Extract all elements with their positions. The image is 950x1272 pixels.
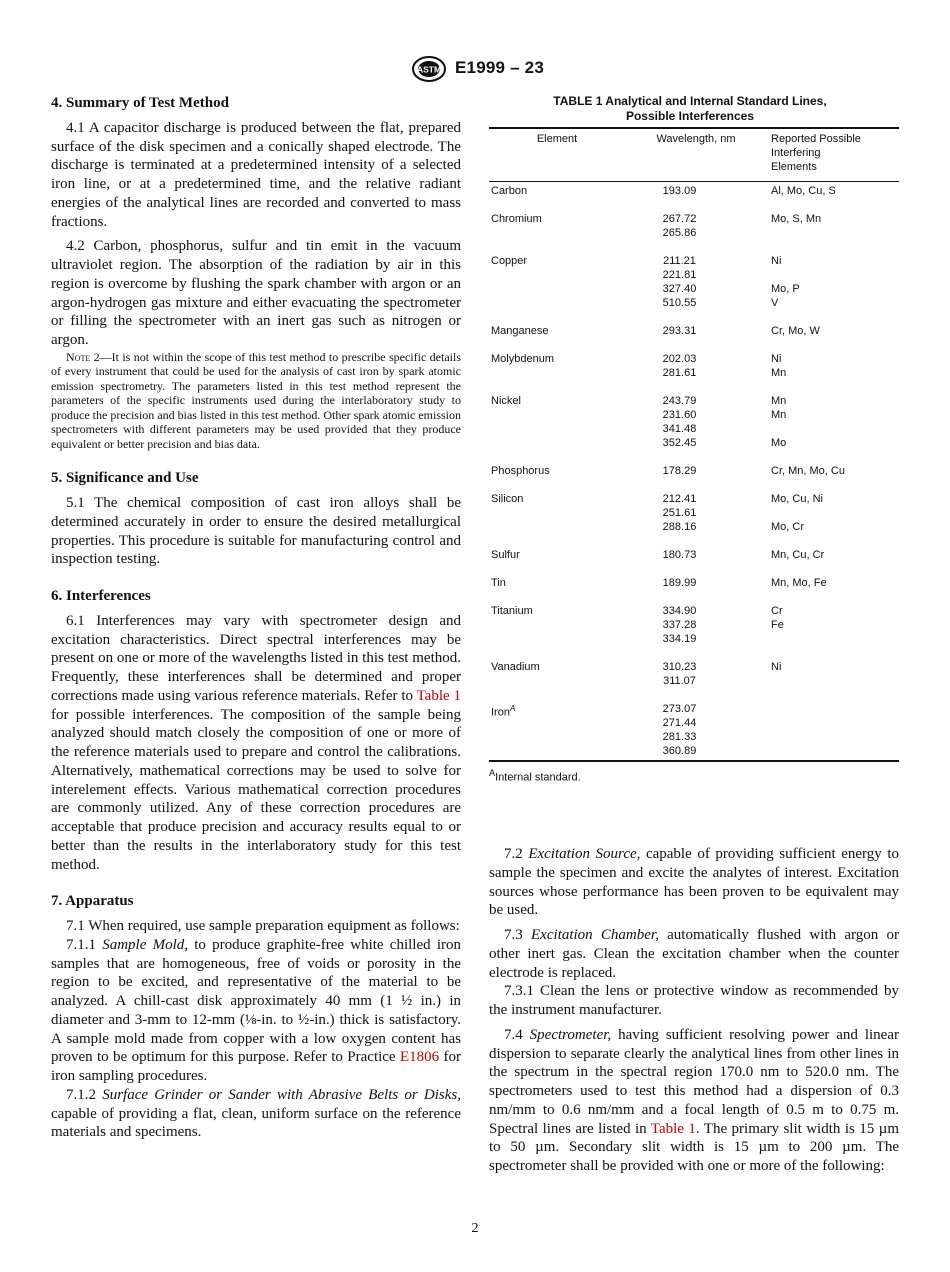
interference-value [771, 632, 899, 646]
wavelength-value: 281.33 [662, 731, 697, 743]
column-header-interferences [767, 128, 899, 182]
paragraph-7-2-text: capable of providing sufficient energy to sample the specimen and excite the analytes of interest. Excitation sources whose performance has been proven to be equivalent may be used. [489, 846, 899, 919]
cell-wavelengths [625, 252, 767, 322]
cell-element [489, 322, 625, 350]
cell-interferences [767, 322, 899, 350]
cell-wavelengths [625, 700, 767, 761]
cell-wavelengths [625, 462, 767, 490]
section-4 [51, 94, 461, 451]
wavelength-value: 251.61 [662, 507, 697, 519]
interference-value: Mo [771, 437, 787, 449]
cell-interferences [767, 210, 899, 252]
table-body [489, 182, 899, 762]
wavelength-value: 265.86 [662, 227, 697, 239]
wavelength-value: 360.89 [662, 745, 697, 757]
interference-value [771, 702, 899, 716]
note-2-text: —It is not within the scope of this test method to prescribe specific details of every instrument that could be used for the analysis of cast iron by spark atomic emission spectrometry. The parameters listed in this test method represent the parameters of the specific instruments used during the interlaboratory study to produce the precision and bias listed in this test method. Other spark atomic emission spectrometers with different parameters may be used provided that they produce equivalent or better precision and bias data. [51, 349, 462, 451]
paragraph-7-1-2-number: 7.1.2 [66, 1086, 103, 1103]
page-header [0, 56, 950, 84]
table-title-line-2: Possible Interferences [625, 108, 755, 123]
table-row [489, 210, 899, 252]
table-row [489, 350, 899, 392]
wavelength-value: 510.55 [662, 297, 697, 309]
cell-element [489, 658, 625, 700]
paragraph-6-1-text-b: for possible interferences. The composition of the sample being analyzed should match closely the composition of one or more of the reference materials used to prepare and control the calibrations. Alternatively, mathematical corrections may be used to solve for interelement effects. Various mathematical correction procedures are commonly utilized. Any of these correction procedures are acceptable that produce precision and accuracy results equal to or better than the results in the interlaboratory study for this test method. [51, 706, 461, 873]
cell-interferences [767, 602, 899, 658]
cell-interferences [767, 490, 899, 546]
element-name: Manganese [491, 325, 549, 337]
wavelength-value: 267.72 [662, 213, 697, 225]
paragraph-7-2-number: 7.2 [504, 846, 529, 862]
wavelength-value: 334.19 [662, 633, 697, 645]
interference-value [771, 422, 899, 436]
interference-value: Fe [771, 619, 784, 631]
e1806-link[interactable]: E1806 [399, 1049, 440, 1066]
paragraph-4-2: 4.2 Carbon, phosphorus, sulfur and tin emit in the vacuum ultraviolet region. The absorption of the radiation by air in this region is overcome by flushing the spark chamber with argon or an argon-hydrogen gas mixture and either evacuating the spectrometer or filling the spectrometer with an inert gas such as nitrogen or argon. [51, 238, 461, 348]
cell-wavelengths [625, 546, 767, 574]
interference-value: Mo, Cr [771, 521, 804, 533]
paragraph-5-1: 5.1 The chemical composition of cast iron alloys shall be determined accurately in order to ensure the desired metallurgical properties. This procedure is suitable for manufacturing control and inspection testing. [51, 495, 461, 568]
section-6-title: 6. Interferences [51, 588, 151, 604]
paragraph-7-4 [489, 1026, 899, 1176]
cell-interferences [767, 658, 899, 700]
interference-value: Mn [771, 395, 787, 407]
cell-wavelengths [625, 574, 767, 602]
excitation-source-term: Excitation Source, [528, 846, 641, 862]
paragraph-7-3 [489, 926, 899, 982]
interference-value: V [771, 297, 779, 309]
table-footnote [489, 768, 899, 784]
interference-value [771, 730, 899, 744]
interference-value: Cr, Mn, Mo, Cu [771, 465, 845, 477]
astm-logo-icon [410, 56, 448, 82]
interference-value [771, 506, 899, 520]
interference-value: Ni [771, 255, 782, 267]
element-name: Sulfur [491, 549, 520, 561]
table-1-link-2[interactable]: Table 1 [650, 1120, 696, 1137]
paragraph-7-2 [489, 845, 899, 920]
table-row [489, 574, 899, 602]
cell-wavelengths [625, 182, 767, 211]
wavelength-value: 352.45 [662, 437, 697, 449]
element-name: Vanadium [491, 661, 540, 673]
interference-value [771, 268, 899, 282]
table-row [489, 252, 899, 322]
page-number: 2 [471, 1221, 479, 1236]
cell-element [489, 462, 625, 490]
section-5 [51, 469, 461, 569]
cell-interferences [767, 392, 899, 462]
interference-value [771, 226, 899, 240]
excitation-chamber-term: Excitation Chamber, [531, 927, 659, 943]
paragraph-7-4-text-b: . The primary slit width is 15 µm to 50 µm. Secondary slit width is 15 µm to 200 µm. The spectrometer shall be provided with one or more of the following: [489, 1120, 899, 1174]
paragraph-7-4-number: 7.4 [504, 1026, 530, 1043]
left-column [51, 94, 461, 1142]
column-header-wavelength: Wavelength, nm [625, 128, 767, 182]
element-name: Chromium [491, 213, 542, 225]
cell-element [489, 182, 625, 211]
table-1-title [489, 94, 891, 123]
paragraph-7-1-2 [51, 1086, 461, 1142]
section-7-title: 7. Apparatus [51, 893, 134, 910]
section-6 [51, 587, 461, 874]
paragraph-7-1-1-number: 7.1.1 [66, 936, 103, 953]
cell-element [489, 574, 625, 602]
wavelength-value: 341.48 [662, 423, 697, 435]
table-row [489, 182, 899, 211]
interference-value: Mo, P [771, 283, 800, 295]
element-name: Copper [491, 255, 528, 267]
paragraph-7-1-1-text-a: to produce graphite-free white chilled iron samples that are homogeneous, free of voids or porosity in the region to be excited, and representative of the material to be analyzed. A chill-cast disk approximately 40 mm (1 ½ in.) in diameter and 3-mm to 12-mm (⅛-in. to ½-in.) thick is satisfactory. A sample mold made from copper with a low oxygen content has proven to be optimum for this purpose. Refer to Practice [51, 936, 461, 1066]
right-column [489, 845, 899, 1176]
element-name: Tin [491, 577, 506, 589]
cell-interferences [767, 350, 899, 392]
cell-element [489, 210, 625, 252]
interference-value [771, 744, 899, 758]
table-row [489, 462, 899, 490]
interference-value: Mn, Mo, Fe [771, 577, 827, 589]
element-name: Phosphorus [491, 465, 550, 477]
interference-table [489, 127, 899, 762]
wavelength-value: 189.99 [662, 577, 697, 589]
interference-value: Mn, Cu, Cr [771, 549, 825, 561]
paragraph-7-3-text: automatically flushed with argon or other inert gas. Clean the excitation chamber when the counter electrode is replaced. [489, 927, 900, 981]
paragraph-7-3-1: 7.3.1 Clean the lens or protective window as recommended by the instrument manufacturer. [489, 983, 899, 1018]
table-title-line-1: TABLE 1 Analytical and Internal Standard Lines, [553, 94, 827, 108]
element-name: Silicon [491, 493, 524, 505]
interference-value: Cr, Mo, W [771, 325, 820, 337]
column-header-element: Element [489, 128, 625, 182]
spectrometer-term: Spectrometer, [529, 1026, 612, 1043]
wavelength-value: 327.40 [662, 283, 697, 295]
cell-element [489, 350, 625, 392]
paragraph-4-1: 4.1 A capacitor discharge is produced between the flat, prepared surface of the disk specimen and a conically shaped electrode. The discharge is terminated at a predetermined intensity of a selected iron line, or at a predetermined time, and the relative radiant energies of the analytical lines are recorded and converted to mass fractions. [51, 119, 461, 230]
paragraph-7-3-number: 7.3 [504, 927, 532, 943]
table-row [489, 490, 899, 546]
wavelength-value: 334.90 [662, 605, 697, 617]
table-header-row [489, 128, 899, 182]
cell-wavelengths [625, 602, 767, 658]
footnote-marker: A [489, 768, 496, 778]
footnote-ref-marker: A [509, 704, 516, 713]
table-row [489, 658, 899, 700]
cell-interferences [767, 574, 899, 602]
column-header-interferences-line-1: Reported Possible [771, 133, 861, 145]
paragraph-7-1-2-text: capable of providing a flat, clean, uniform surface on the reference materials and specimens. [51, 1105, 461, 1141]
cell-interferences [767, 182, 899, 211]
wavelength-value: 243.79 [662, 395, 697, 407]
cell-wavelengths [625, 490, 767, 546]
wavelength-value: 337.28 [662, 619, 697, 631]
wavelength-value: 293.31 [662, 325, 697, 337]
wavelength-value: 281.61 [662, 367, 697, 379]
wavelength-value: 202.03 [662, 353, 697, 365]
section-4-title: 4. Summary of Test Method [51, 95, 229, 111]
element-name: Carbon [491, 185, 528, 197]
table-1-link[interactable]: Table 1 [416, 687, 461, 704]
document-id: E1999 – 23 [455, 58, 544, 77]
sample-mold-term: Sample Mold, [102, 936, 188, 953]
paragraph-7-1-1-text-b: for iron sampling procedures. [51, 1049, 461, 1084]
table-row [489, 392, 899, 462]
surface-grinder-term: Surface Grinder or Sander with Abrasive Belts or Disks, [102, 1086, 462, 1103]
wavelength-value: 310.23 [662, 661, 697, 673]
cell-element [489, 546, 625, 574]
interference-value: Mn [771, 367, 787, 379]
cell-element [489, 602, 625, 658]
interference-value: Cr [771, 605, 783, 617]
cell-wavelengths [625, 658, 767, 700]
wavelength-value: 211.21 [663, 255, 696, 267]
section-5-title: 5. Significance and Use [51, 470, 199, 487]
cell-wavelengths [625, 392, 767, 462]
logo-text: ASTM [416, 64, 442, 75]
wavelength-value: 311.07 [663, 675, 696, 687]
interference-value: Al, Mo, Cu, S [771, 185, 836, 197]
column-header-interferences-line-3: Elements [771, 161, 817, 173]
section-7 [51, 892, 461, 1142]
interference-value: Ni [771, 353, 782, 365]
cell-interferences [767, 700, 899, 761]
column-header-interferences-line-2: Interfering [771, 147, 821, 159]
interference-value: Mo, S, Mn [771, 213, 822, 225]
table-row [489, 700, 899, 761]
cell-interferences [767, 252, 899, 322]
cell-wavelengths [625, 322, 767, 350]
interference-value: Mn [771, 409, 787, 421]
wavelength-value: 178.29 [662, 465, 697, 477]
cell-interferences [767, 546, 899, 574]
cell-wavelengths [625, 210, 767, 252]
paragraph-7-4-text-a: having sufficient resolving power and linear dispersion to separate clearly the analytical lines from other lines in the spectrum in the spectral region 170.0 nm to 520.0 nm. The spectrometers used to test this method had a dispersion of 0.3 nm/mm to 0.6 nm/mm and a focal length of 0.5 m to 0.75 m. Spectral lines are listed in [489, 1026, 899, 1137]
interference-value [771, 716, 899, 730]
wavelength-value: 288.16 [662, 521, 697, 533]
cell-element [489, 700, 625, 761]
note-2 [51, 350, 461, 452]
table-row [489, 602, 899, 658]
table-1 [489, 94, 899, 784]
element-name: Titanium [491, 605, 533, 617]
paragraph-7-1-1 [51, 936, 461, 1086]
element-name: Nickel [491, 395, 521, 407]
element-name: Iron [491, 706, 510, 719]
paragraph-6-1-text-a: 6.1 Interferences may vary with spectrometer design and excitation characteristics. Direct spectral interferences may be present on one or more of the wavelengths listed in this test method. Frequently, these interferences shall be determined and proper corrections made using various reference materials. Refer to [51, 612, 461, 704]
element-name: Molybdenum [491, 353, 554, 365]
wavelength-value: 193.09 [662, 185, 697, 197]
interference-value [771, 674, 899, 688]
wavelength-value: 273.07 [662, 703, 697, 715]
table-row [489, 546, 899, 574]
paragraph-6-1 [51, 612, 461, 875]
cell-element [489, 490, 625, 546]
table-row [489, 322, 899, 350]
cell-element [489, 252, 625, 322]
wavelength-value: 221.81 [662, 269, 697, 281]
wavelength-value: 231.60 [662, 409, 697, 421]
cell-wavelengths [625, 350, 767, 392]
footnote-text: Internal standard. [495, 771, 581, 784]
note-2-label: Note 2 [66, 349, 100, 364]
interference-value: Mo, Cu, Ni [771, 493, 823, 505]
paragraph-7-1: 7.1 When required, use sample preparation equipment as follows: [66, 918, 460, 934]
wavelength-value: 212.41 [662, 493, 697, 505]
wavelength-value: 271.44 [662, 717, 697, 729]
interference-value: Ni [771, 661, 782, 673]
cell-element [489, 392, 625, 462]
wavelength-value: 180.73 [662, 549, 697, 561]
cell-interferences [767, 462, 899, 490]
